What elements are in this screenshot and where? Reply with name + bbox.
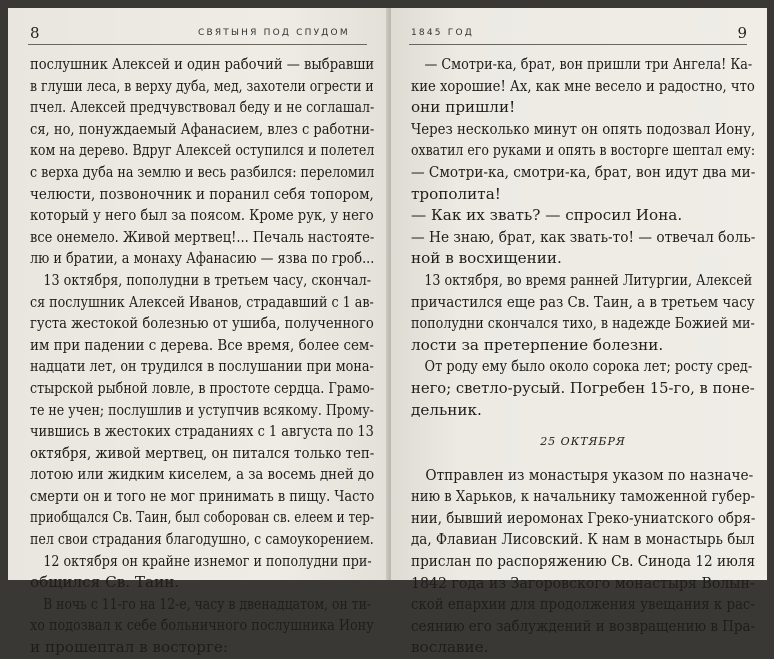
- text-line: 13 октября, во время ранней Литургии, Алексей: [424, 270, 753, 289]
- text-line: лотою или жидким киселем, а за восемь дней до: [30, 465, 375, 484]
- right-page: [391, 8, 767, 657]
- text-line: лю и братии, а монаху Афанасию — язва по гроб...: [30, 249, 375, 268]
- text-line: — Как их звать? — спросил Иона.: [411, 206, 683, 225]
- text-line: пел свои страдания благодушно, с самоукорением.: [30, 530, 374, 549]
- text-line: 13 октября, пополудни в третьем часу, скончал-: [43, 270, 372, 289]
- text-line: пополудни скончался тихо, в надежде Божией ми-: [411, 314, 755, 333]
- text-line: лости за претерпение болезни.: [411, 335, 664, 354]
- text-line: хо подозвал к себе больничного послушника Иону: [30, 616, 374, 635]
- text-line: Через несколько минут он опять подозвал Иону,: [411, 119, 756, 138]
- right-page-number: 9: [737, 24, 747, 42]
- text-line: нию в Харьков, к начальнику таможенной губер-: [411, 487, 755, 506]
- text-line: — Не знаю, брат, как звать-то! — отвечал боль-: [411, 227, 756, 246]
- text-line: Отправлен из монастыря указом по назначе-: [425, 465, 754, 484]
- right-running-head: 1845 ГОД: [411, 28, 474, 38]
- left-page: [8, 8, 389, 657]
- text-line: и прошептал в восторге:: [30, 638, 229, 657]
- right-header-rule: [409, 44, 747, 45]
- text-line: — Смотри-ка, брат, вон пришли три Ангела! Ка-: [424, 55, 753, 73]
- text-line: причастился еще раз Св. Таин, а в третьем часу: [411, 292, 755, 311]
- text-line: общился Св. Таин.: [30, 573, 180, 592]
- text-line: кие хорошие! Ах, как мне весело и радостно, что: [411, 76, 755, 95]
- text-line: От роду ему было около сорока лет; росту сред-: [424, 357, 753, 376]
- text-line: него; светло-русый. Погребен 15-го, в поне-: [411, 378, 755, 397]
- left-page-header: [8, 24, 389, 46]
- text-line: вославие.: [411, 638, 489, 657]
- text-line: пчел. Алексей предчувствовал беду и не соглашал-: [30, 98, 375, 117]
- text-line: ся, но, понуждаемый Афанасием, влез с работни-: [30, 119, 375, 138]
- left-page-number: 8: [30, 24, 40, 42]
- text-line: челюсти, позвоночник и поранил себя топором,: [30, 184, 374, 203]
- text-line: дельник.: [411, 400, 482, 419]
- right-page-text: [411, 54, 755, 659]
- text-line: приобщался Св. Таин, был соборован св. елеем и тер-: [30, 508, 375, 527]
- text-line: надцати лет, он трудился в послушании при мона-: [30, 357, 374, 376]
- text-line: чившись в жестоких страданиях с 1 августа по 13: [30, 422, 374, 441]
- text-line: ской епархии для продолжения увещания к рас-: [411, 595, 755, 614]
- section-heading: 25 ОКТЯБРЯ: [540, 435, 626, 449]
- text-line: да, Флавиан Лисовский. К нам в монастырь был: [411, 530, 755, 549]
- text-line: они пришли!: [411, 98, 516, 117]
- text-line: — Смотри-ка, смотри-ка, брат, вон идут два ми-: [411, 162, 756, 181]
- text-line: сеянию его заблуждений и возвращению в Пра-: [411, 616, 756, 635]
- text-line: 1842 года из Загоровского монастыря Волын-: [411, 573, 755, 592]
- text-line: густа жестокой болезнью от ушиба, полученного: [30, 314, 374, 333]
- text-line: все онемело. Живой мертвец!... Печаль настояте-: [30, 227, 375, 246]
- text-line: нии, бывший иеромонах Греко-униатского обря-: [411, 508, 756, 527]
- text-line: октября, живой мертвец, он питался только теп-: [30, 443, 375, 462]
- text-line: в глуши леса, в верху дуба, мед, захотели огрести и: [30, 76, 374, 95]
- text-line: ной в восхищении.: [411, 249, 562, 268]
- text-line: смерти он и того не мог принимать в пищу. Часто: [30, 486, 375, 505]
- left-page-text: [30, 54, 374, 659]
- text-line: послушник Алексей и один рабочий — выбравши: [30, 55, 375, 73]
- text-line: трополита!: [411, 184, 501, 203]
- text-line: те не учен; послушлив и уступчив всякому. Прому-: [30, 400, 374, 419]
- text-line: 12 октября он крайне изнемог и пополудни при-: [43, 551, 372, 570]
- text-line: ком на дерево. Вдруг Алексей оступился и полетел: [30, 141, 375, 160]
- left-running-head: СВЯТЫНЯ ПОД СПУДОМ: [198, 28, 350, 38]
- text-line: прислан по распоряжению Св. Синода 12 июля: [411, 552, 756, 571]
- right-page-header: [391, 24, 767, 46]
- left-header-rule: [28, 44, 367, 45]
- text-line: ся послушник Алексей Иванов, страдавший с 1 ав-: [30, 292, 374, 311]
- text-line: стырской рыбной ловле, в простоте сердца. Грамо-: [30, 378, 375, 397]
- text-line: им при падении с дерева. Все время, более сем-: [30, 335, 374, 354]
- text-line: с верха дуба на землю и весь разбился: переломил: [30, 162, 375, 181]
- text-line: охватил его руками и опять в восторге шептал ему:: [411, 141, 756, 160]
- text-line: который у него был за поясом. Кроме рук, у него: [30, 206, 374, 225]
- text-line: В ночь с 11-го на 12-е, часу в двенадцатом, он ти-: [43, 594, 372, 613]
